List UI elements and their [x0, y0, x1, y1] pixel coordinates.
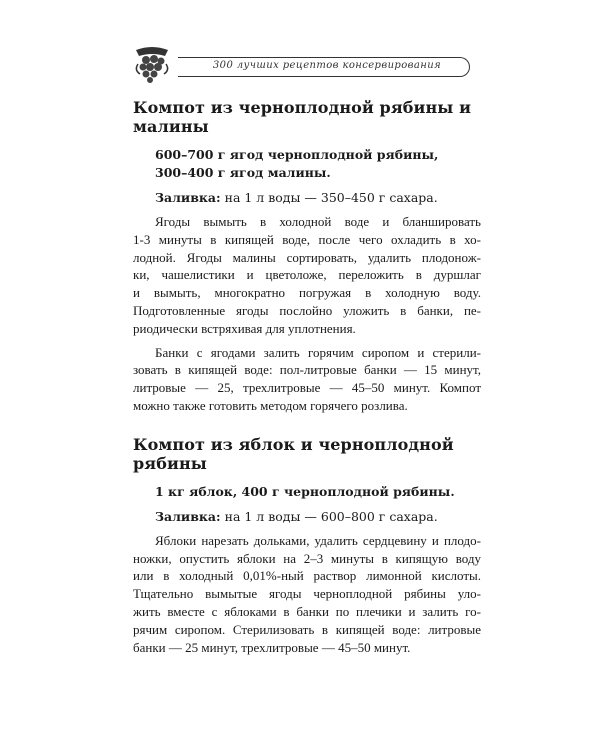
- ingredient-line: 600–700 г ягод черноплодной рябины,: [155, 147, 439, 162]
- filling-line: [133, 189, 481, 207]
- text-line: жить вместе с яблоками в банки по плечики и залить го-: [133, 603, 481, 619]
- recipe-title: Компот из черноплодной рябины и малины: [133, 98, 472, 136]
- recipe-section: [133, 435, 481, 657]
- filling-label: Заливка:: [155, 508, 221, 524]
- text-line: Подготовленные ягоды послойно уложить в банки, пе-: [133, 302, 481, 318]
- filling-label: Заливка:: [155, 190, 221, 205]
- text-line: банки — 25 минут, трехлитровые — 45–50 минут.: [133, 639, 411, 655]
- page-header: [132, 44, 472, 76]
- text-line: рячим сиропом. Стерилизовать в кипящей воде: литровые: [133, 621, 481, 637]
- paragraph: [133, 532, 481, 657]
- text-line: Ягоды вымыть в холодной воде и бланшировать: [155, 214, 481, 229]
- page-content: [133, 98, 481, 656]
- ingredient-line: 300–400 г ягод малины.: [155, 165, 331, 180]
- text-line: Яблоки нарезать дольками, удалить сердцевину и плодо-: [155, 532, 481, 548]
- text-line: 1-3 минуты в кипящей воде, после чего охладить в хо-: [133, 231, 481, 247]
- text-line: можно также готовить методом горячего розлива.: [133, 397, 408, 413]
- text-line: и вымыть, многократно погружая в холодную воду.: [133, 285, 481, 301]
- filling-text: на 1 л воды — 350–450 г сахара.: [224, 190, 438, 205]
- text-line: Банки с ягодами залить горячим сиропом и стерили-: [155, 344, 481, 360]
- text-line: риодически встряхивая для уплотнения.: [133, 320, 356, 336]
- text-line: или в холодный 0,01%-ный раствор лимонной кислоты.: [133, 568, 481, 584]
- running-title: 300 лучших рецептов консервирования: [212, 60, 442, 71]
- ingredients-list: [133, 146, 481, 182]
- paragraph: [133, 344, 481, 415]
- filling-line: [133, 508, 481, 526]
- text-line: ножки, опустить яблоки на 2–3 минуты в кипящую воду: [133, 550, 481, 566]
- ingredients-list: [133, 483, 481, 501]
- text-line: Тщательно вымытые ягоды черноплодной рябины уло-: [133, 586, 481, 602]
- text-line: литровые — 25, трехлитровые — 45–50 минут. Компот: [133, 380, 481, 396]
- text-line: зовать в кипящей воде: пол-литровые банки — 15 минут,: [133, 362, 481, 378]
- ingredient-line: 1 кг яблок, 400 г черноплодной рябины.: [155, 483, 455, 499]
- text-line: ки, чашелистики и цветоложе, переложить в дуршлаг: [133, 267, 481, 283]
- filling-text: на 1 л воды — 600–800 г сахара.: [224, 508, 438, 524]
- grapes-ornament-icon: [132, 44, 172, 84]
- recipe-section: [133, 98, 481, 415]
- text-line: лодной. Ягоды малины сортировать, удалить плодонож-: [133, 249, 481, 265]
- recipe-title: Компот из яблок и черноплодной рябины: [133, 434, 454, 473]
- paragraph: [133, 213, 481, 338]
